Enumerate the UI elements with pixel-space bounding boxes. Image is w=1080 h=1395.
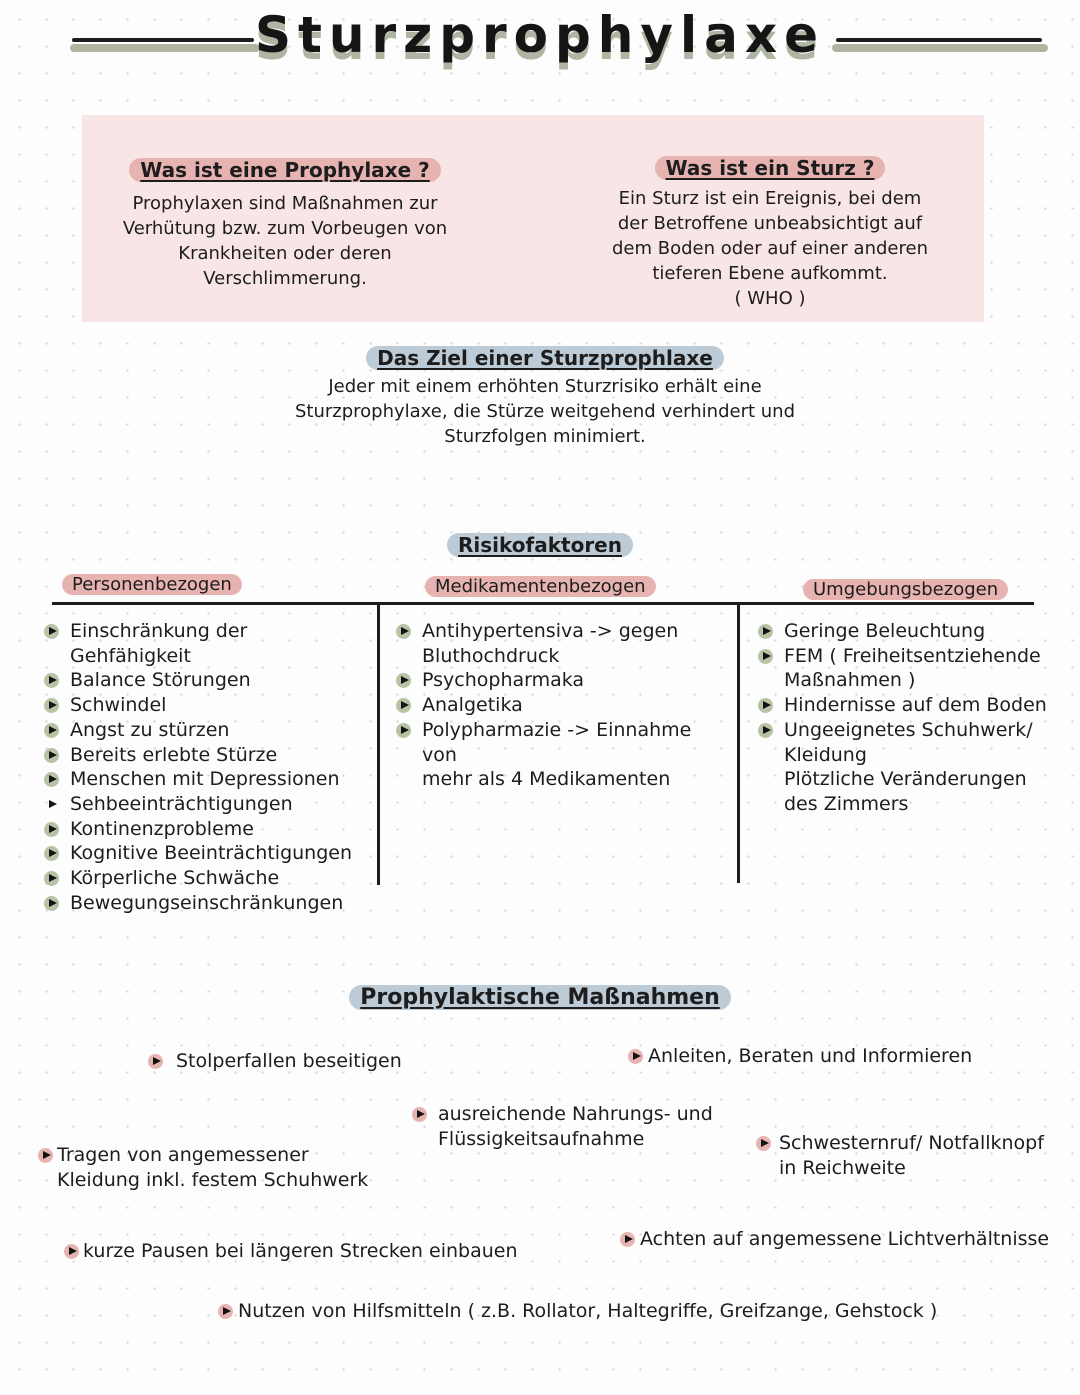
sturz-text: Ein Sturz ist ein Ereignis, bei dem der Betroffene unbeabsichtigt auf dem Boden oder auf einer anderen tieferen Ebene aufkommt. ( WHO ) — [612, 188, 928, 309]
arrow-bullet-icon — [44, 772, 59, 787]
risk-col-divider-2 — [737, 603, 740, 883]
arrow-bullet-icon — [148, 1054, 163, 1069]
risk-list-person — [44, 619, 374, 915]
list-item: Kontinenzprobleme — [44, 817, 374, 842]
list-item: Kognitive Beeinträchtigungen — [44, 841, 374, 866]
list-item: Analgetika — [396, 693, 726, 718]
arrow-bullet-icon — [218, 1304, 233, 1319]
risk-col-env-heading: Umgebungsbezogen — [803, 579, 1008, 600]
risk-col-divider-1 — [377, 603, 380, 885]
list-item: Hindernisse auf dem Boden — [758, 693, 1058, 718]
arrow-bullet-icon — [44, 723, 59, 738]
arrow-bullet-icon — [758, 698, 773, 713]
arrow-bullet-icon — [44, 624, 59, 639]
risk-col-env-heading-wrap — [803, 579, 1008, 600]
measure-item: Stolperfallen beseitigen — [148, 1049, 402, 1074]
goal-section — [240, 346, 850, 449]
risk-list-environment — [758, 619, 1058, 817]
measure-item: ausreichende Nahrungs- und Flüssigkeitsaufnahme — [412, 1102, 713, 1152]
risk-table-rule — [52, 602, 1034, 605]
measure-item: Nutzen von Hilfsmitteln ( z.B. Rollator, Haltegriffe, Greifzange, Gehstock ) — [218, 1299, 937, 1324]
arrow-bullet-icon — [38, 1148, 53, 1163]
goal-heading: Das Ziel einer Sturzprophlaxe — [366, 346, 724, 370]
list-item: Geringe Beleuchtung — [758, 619, 1058, 644]
list-item: Balance Störungen — [44, 668, 374, 693]
arrow-bullet-icon — [44, 748, 59, 763]
arrow-bullet-icon — [758, 624, 773, 639]
arrow-bullet-icon — [64, 1244, 79, 1259]
measure-item: Anleiten, Beraten und Informieren — [628, 1044, 972, 1069]
arrow-bullet-icon — [396, 723, 411, 738]
arrow-bullet-icon — [758, 723, 773, 738]
prophylaxe-definition — [100, 158, 470, 291]
arrow-bullet-icon — [412, 1107, 427, 1122]
risk-heading: Risikofaktoren — [447, 533, 633, 557]
risk-section-title — [440, 533, 640, 557]
list-item: Antihypertensiva -> gegen Bluthochdruck — [396, 619, 726, 668]
arrow-bullet-icon — [44, 673, 59, 688]
list-item: Psychopharmaka — [396, 668, 726, 693]
sturz-definition — [590, 156, 950, 311]
arrow-bullet-icon — [396, 698, 411, 713]
measure-item: Tragen von angemessener Kleidung inkl. festem Schuhwerk — [38, 1143, 368, 1193]
measure-item: kurze Pausen bei längeren Strecken einbauen — [64, 1239, 518, 1264]
list-item: Ungeeignetes Schuhwerk/ Kleidung Plötzliche Veränderungen des Zimmers — [758, 718, 1058, 817]
measures-heading: Prophylaktische Maßnahmen — [349, 985, 731, 1010]
measure-item: Schwesternruf/ Notfallknopf in Reichweite — [756, 1131, 1044, 1181]
arrow-bullet-icon — [620, 1232, 635, 1247]
sturz-heading: Was ist ein Sturz ? — [655, 156, 886, 180]
title-rule-right — [836, 38, 1042, 42]
risk-col-person-heading: Personenbezogen — [62, 574, 242, 595]
arrow-bullet-icon — [44, 896, 59, 911]
measure-item: Achten auf angemessene Lichtverhältnisse — [620, 1227, 1049, 1252]
arrow-bullet-icon — [44, 846, 59, 861]
list-item: Angst zu stürzen — [44, 718, 374, 743]
risk-list-medication — [396, 619, 726, 792]
title-rule-left — [72, 38, 254, 42]
arrow-bullet-icon — [396, 624, 411, 639]
arrow-bullet-icon — [44, 822, 59, 837]
list-item: Einschränkung der Gehfähigkeit — [44, 619, 374, 668]
arrow-bullet-icon — [44, 871, 59, 886]
arrow-bullet-icon — [396, 673, 411, 688]
list-item: Schwindel — [44, 693, 374, 718]
list-item: Polypharmazie -> Einnahme von mehr als 4 Medikamenten — [396, 718, 726, 792]
arrow-bullet-icon — [44, 698, 59, 713]
risk-col-person-heading-wrap — [62, 574, 242, 595]
prophylaxe-heading: Was ist eine Prophylaxe ? — [129, 158, 440, 182]
arrow-bullet-icon — [44, 797, 59, 812]
list-item: Menschen mit Depressionen — [44, 767, 374, 792]
measures-title — [330, 985, 750, 1010]
list-item: Sehbeeinträchtigungen — [44, 792, 374, 817]
risk-col-med-heading-wrap — [425, 576, 656, 597]
list-item: Körperliche Schwäche — [44, 866, 374, 891]
prophylaxe-text: Prophylaxen sind Maßnahmen zur Verhütung bzw. zum Vorbeugen von Krankheiten oder deren Verschlimmerung. — [122, 193, 448, 289]
title-rule-left-shadow — [70, 44, 260, 52]
arrow-bullet-icon — [758, 649, 773, 664]
page-title: Sturzprophylaxe — [254, 6, 826, 64]
arrow-bullet-icon — [756, 1136, 771, 1151]
list-item: FEM ( Freiheitsentziehende Maßnahmen ) — [758, 644, 1058, 693]
list-item: Bereits erlebte Stürze — [44, 743, 374, 768]
risk-col-med-heading: Medikamentenbezogen — [425, 576, 656, 597]
list-item: Bewegungseinschränkungen — [44, 891, 374, 916]
title-rule-right-shadow — [832, 44, 1048, 52]
goal-text: Jeder mit einem erhöhten Sturzrisiko erhält eine Sturzprophylaxe, die Stürze weitgehend verhindert und Sturzfolgen minimiert. — [294, 376, 796, 447]
arrow-bullet-icon — [628, 1049, 643, 1064]
